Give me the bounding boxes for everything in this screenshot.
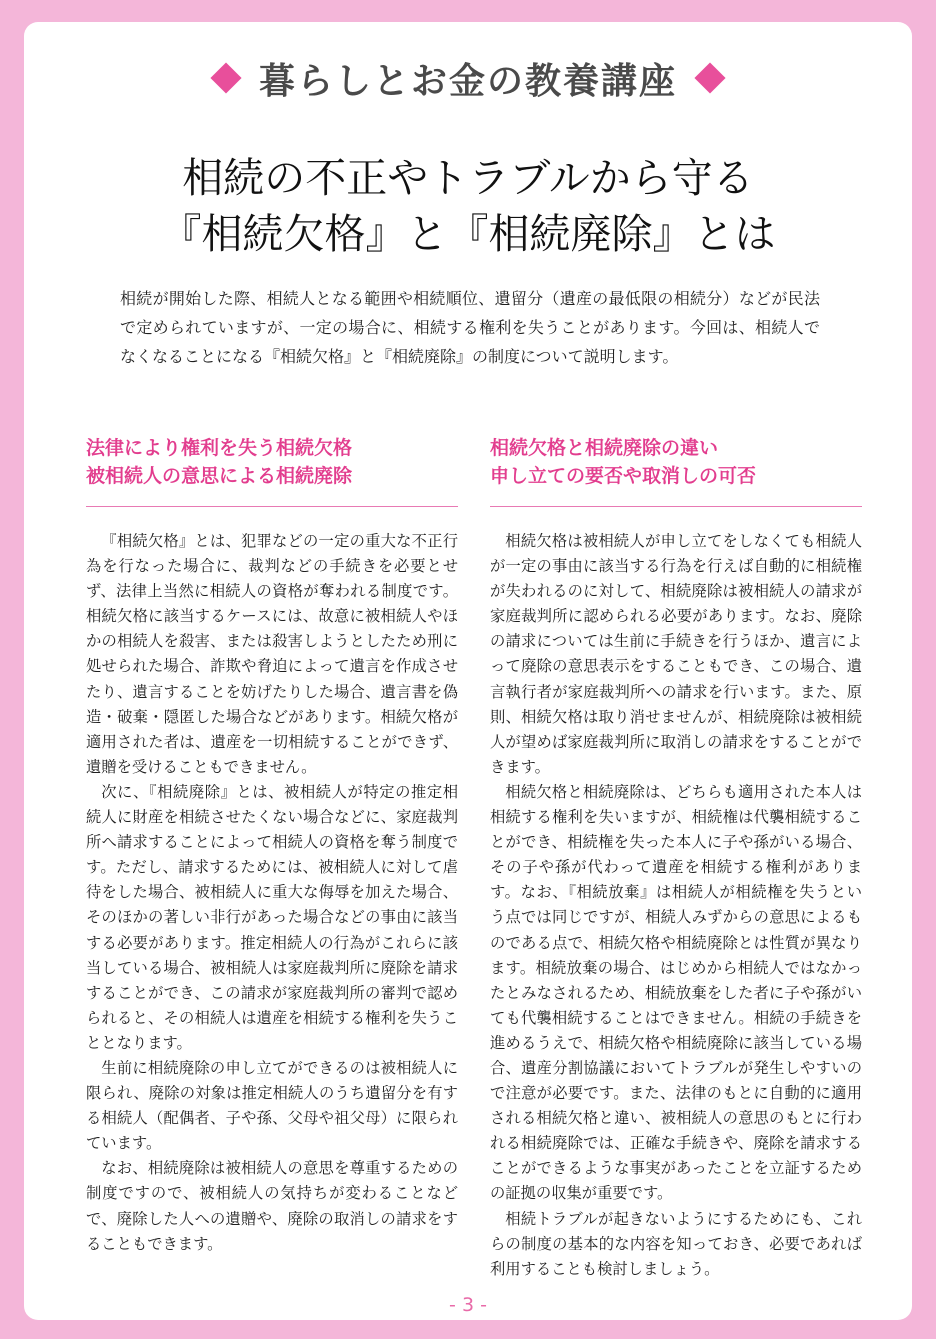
diamond-right-icon: [694, 62, 725, 93]
right-column: [490, 434, 862, 1282]
left-paragraph: なお、相続廃除は被相続人の意思を尊重するための制度ですので、被相続人の気持ちが変わることなどで、廃除した人への遺贈や、廃除の取消しの請求をすることもできます。: [86, 1159, 458, 1253]
article-title: [24, 150, 912, 262]
left-paragraph: 生前に相続廃除の申し立てができるのは被相続人に限られ、廃除の対象は推定相続人のうち遺留分を有する相続人（配偶者、子や孫、父母や祖父母）に限られています。: [86, 1058, 458, 1153]
series-title: 暮らしとお金の教養講座: [258, 60, 677, 102]
right-column-heading: [490, 434, 862, 490]
right-paragraph: 相続欠格は被相続人が申し立てをしなくても相続人が一定の事由に該当する行為を行えば自動的に相続権が失われるのに対して、相続廃除は被相続人の請求が家庭裁判所に認められる必要があります。なお、廃除の請求については生前に手続きを行うほか、遺言によって廃除の意思表示をすることもでき、この場合、遺言執行者が家庭裁判所への請求を行います。また、原則、相続欠格は取り消せませんが、相続廃除は被相続人が望めば家庭裁判所に取消しの請求をすることができます。: [490, 532, 862, 776]
left-paragraph: 『相続欠格』とは、犯罪などの一定の重大な不正行為を行なった場合に、裁判などの手続きを必要とせず、法律上当然に相続人の資格が奪われる制度です。相続欠格に該当するケースには、故意に被相続人やほかの相続人を殺害、または殺害しようとしたため刑に処せられた場合、詐欺や脅迫によって遺言を作成させたり、遺言することを妨げたりした場合、遺言書を偽造・破棄・隠匿した場合などがあります。相続欠格が適用された者は、遺産を一切相続することができず、遺贈を受けることもできません。: [86, 532, 458, 776]
right-heading-line2: 申し立ての要否や取消しの可否: [490, 465, 757, 487]
article-title-line1: 相続の不正やトラブルから守る: [182, 154, 754, 202]
left-paragraph: 次に、『相続廃除』とは、被相続人が特定の推定相続人に財産を相続させたくない場合などに、家庭裁判所へ請求することによって相続人の資格を奪う制度です。ただし、請求するためには、被相続人に対して虐待をした場合、被相続人に重大な侮辱を加えた場合、そのほかの著しい非行があった場合などの事由に該当する必要があります。推定相続人の行為がこれらに該当している場合、被相続人は家庭裁判所に廃除を請求することができ、この請求が家庭裁判所の審判で認められると、その相続人は遺産を相続する権利を失うこととなります。: [86, 782, 458, 1052]
left-heading-line2: 被相続人の意思による相続廃除: [86, 465, 353, 487]
left-column-body: [86, 529, 458, 1257]
right-paragraph: 相続欠格と相続廃除は、どちらも適用された本人は相続する権利を失いますが、相続権は代襲相続することができ、相続権を失った本人に子や孫がいる場合、その子や孫が代わって遺産を相続する権利があります。なお、『相続放棄』は相続人が相続権を失うという点では同じですが、相続人みずからの意思によるものである点で、相続欠格や相続廃除とは性質が異なります。相続放棄の場合、はじめから相続人ではなかったとみなされるため、相続放棄をした者に子や孫がいても代襲相続することはできません。相続の手続きを進めるうえで、相続欠格や相続廃除に該当している場合、遺産分割協議においてトラブルが発生しやすいので注意が必要です。また、法律のもとに自動的に適用される相続欠格と違い、被相続人の意思のもとに行われる相続廃除では、正確な手続きや、廃除を請求することができるような事実があったことを立証するための証拠の収集が重要です。: [490, 782, 862, 1203]
article-lead: 相続が開始した際、相続人となる範囲や相続順位、遺留分（遺産の最低限の相続分）などが民法で定められていますが、一定の場合に、相続する権利を失うことがあります。今回は、相続人でなくなることになる『相続欠格』と『相続廃除』の制度について説明します。: [120, 289, 820, 366]
page-number: - 3 -: [449, 1294, 487, 1316]
right-heading-line1: 相続欠格と相続廃除の違い: [490, 437, 719, 459]
article-title-line2: 『相続欠格』と『相続廃除』とは: [160, 210, 776, 258]
left-column-heading: [86, 434, 458, 490]
diamond-left-icon: [210, 62, 241, 93]
right-paragraph: 相続トラブルが起きないようにするためにも、これらの制度の基本的な内容を知っておき、必要であれば利用することも検討しましょう。: [490, 1209, 862, 1278]
right-heading-divider: [490, 506, 862, 507]
left-column: [86, 434, 458, 1257]
page-sheet: [24, 22, 912, 1320]
left-heading-line1: 法律により権利を失う相続欠格: [86, 437, 353, 459]
right-column-body: [490, 529, 862, 1282]
left-heading-divider: [86, 506, 458, 507]
series-header: [24, 50, 912, 106]
